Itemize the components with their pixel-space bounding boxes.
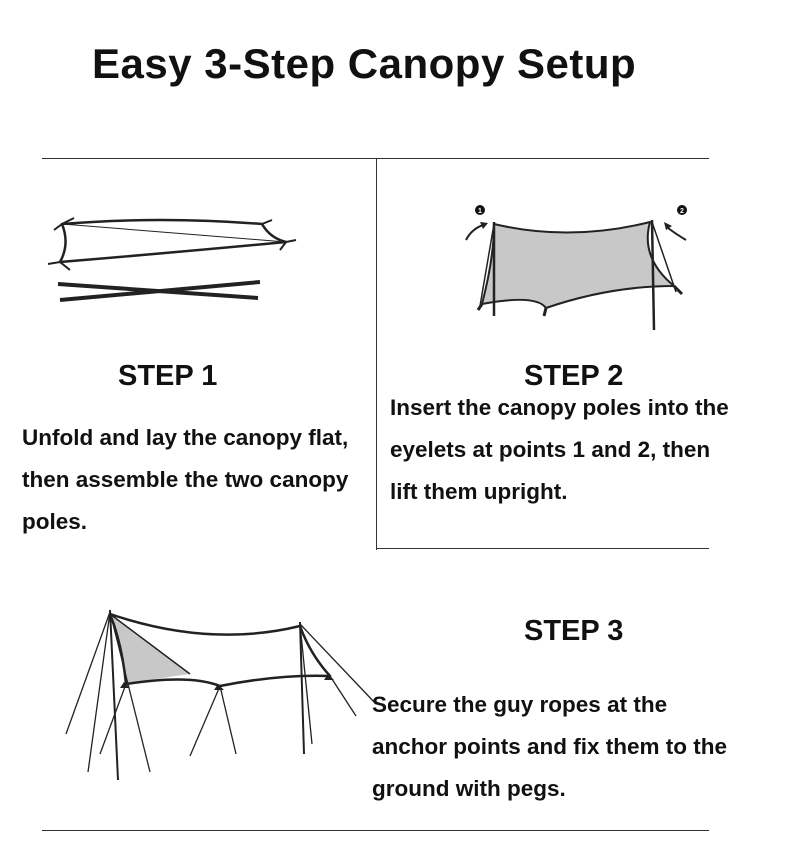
step-3-text: Secure the guy ropes at the anchor points and fix them to the ground with pegs. xyxy=(372,692,728,801)
point-1-label: 1 xyxy=(478,208,482,215)
step-3-heading: STEP 3 xyxy=(524,615,624,647)
step-2-text: Insert the canopy poles into the eyelets at points 1 and 2, then lift them upright. xyxy=(390,395,729,504)
point-2-label: 2 xyxy=(680,208,684,215)
divider-bottom xyxy=(42,830,709,831)
divider-vertical xyxy=(376,158,377,550)
step-2-heading: STEP 2 xyxy=(524,360,624,392)
arrow-point-2 xyxy=(668,228,686,240)
raised-canopy xyxy=(482,222,674,308)
step-2-illustration xyxy=(460,198,740,338)
page-title: Easy 3-Step Canopy Setup xyxy=(92,40,637,87)
pole-2-upright xyxy=(652,220,654,330)
step-3-illustration xyxy=(60,604,390,784)
step-1-illustration xyxy=(40,200,340,320)
step-1-text: Unfold and lay the canopy flat, then assemble the two canopy poles. xyxy=(22,425,349,534)
guy-ropes xyxy=(66,612,376,772)
step-1-heading: STEP 1 xyxy=(118,360,218,392)
divider-middle xyxy=(377,548,709,549)
